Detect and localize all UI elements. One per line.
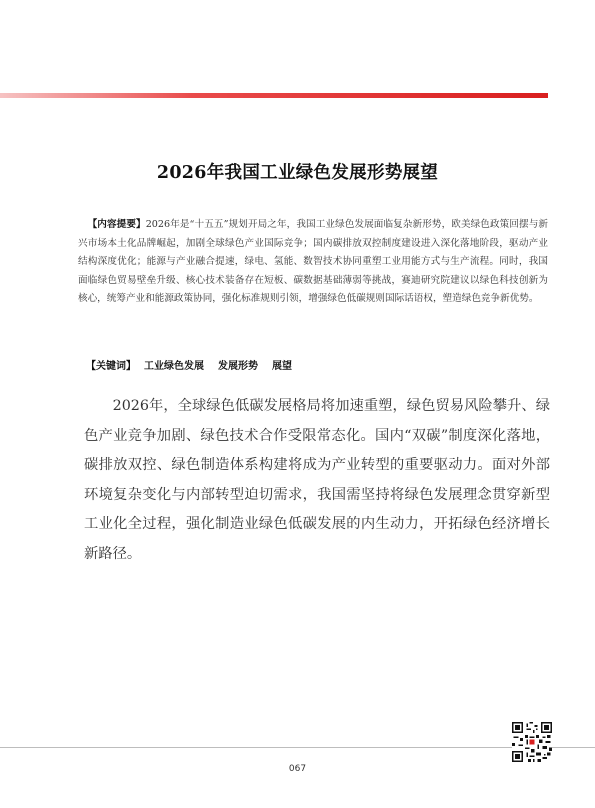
body-paragraph: 2026年，全球绿色低碳发展格局将加速重塑，绿色贸易风险攀升、绿色产业竞争加剧、绿色技术合作受限常态化。国内“双碳”制度深化落地，碳排放双控、绿色制造体系构建将成为产业转型的重要驱动力。面对外部环境复杂变化与内部转型迫切需求，我国需坚持将绿色发展理念贯穿新型工业化全过程，强化制造业绿色低碳发展的内生动力，开拓绿色经济增长新路径。 (84, 398, 550, 562)
keywords-block (86, 357, 292, 372)
page-title: 2026年我国工业绿色发展形势展望 (156, 163, 439, 183)
keyword-item: 工业绿色发展 (144, 361, 204, 372)
keyword-item: 展望 (272, 361, 292, 372)
footer-rule (0, 747, 595, 748)
abstract-label: 【内容提要】 (87, 219, 146, 230)
keyword-item: 发展形势 (218, 361, 258, 372)
page-number: 067 (288, 764, 307, 774)
header-red-band (0, 93, 548, 98)
qr-code-icon (512, 722, 552, 762)
keywords-label: 【关键词】 (86, 361, 136, 372)
abstract-block (78, 216, 548, 309)
abstract-text: 2026年是“十五五”规划开局之年，我国工业绿色发展面临复杂新形势，欧美绿色政策回摆与新兴市场本土化品牌崛起，加剧全球绿色产业国际竞争；国内碳排放双控制度建设进入深化落地阶段，驱动产业结构深度优化；能源与产业融合提速，绿电、氢能、数智技术协同重塑工业用能方式与生产流程。同时，我国面临绿色贸易壁垒升级、核心技术装备存在短板、碳数据基础薄弱等挑战，赛迪研究院建议以绿色科技创新为核心，统筹产业和能源政策协同，强化标准规则引领，增强绿色低碳规则国际话语权，塑造绿色竞争新优势。 (78, 219, 548, 305)
